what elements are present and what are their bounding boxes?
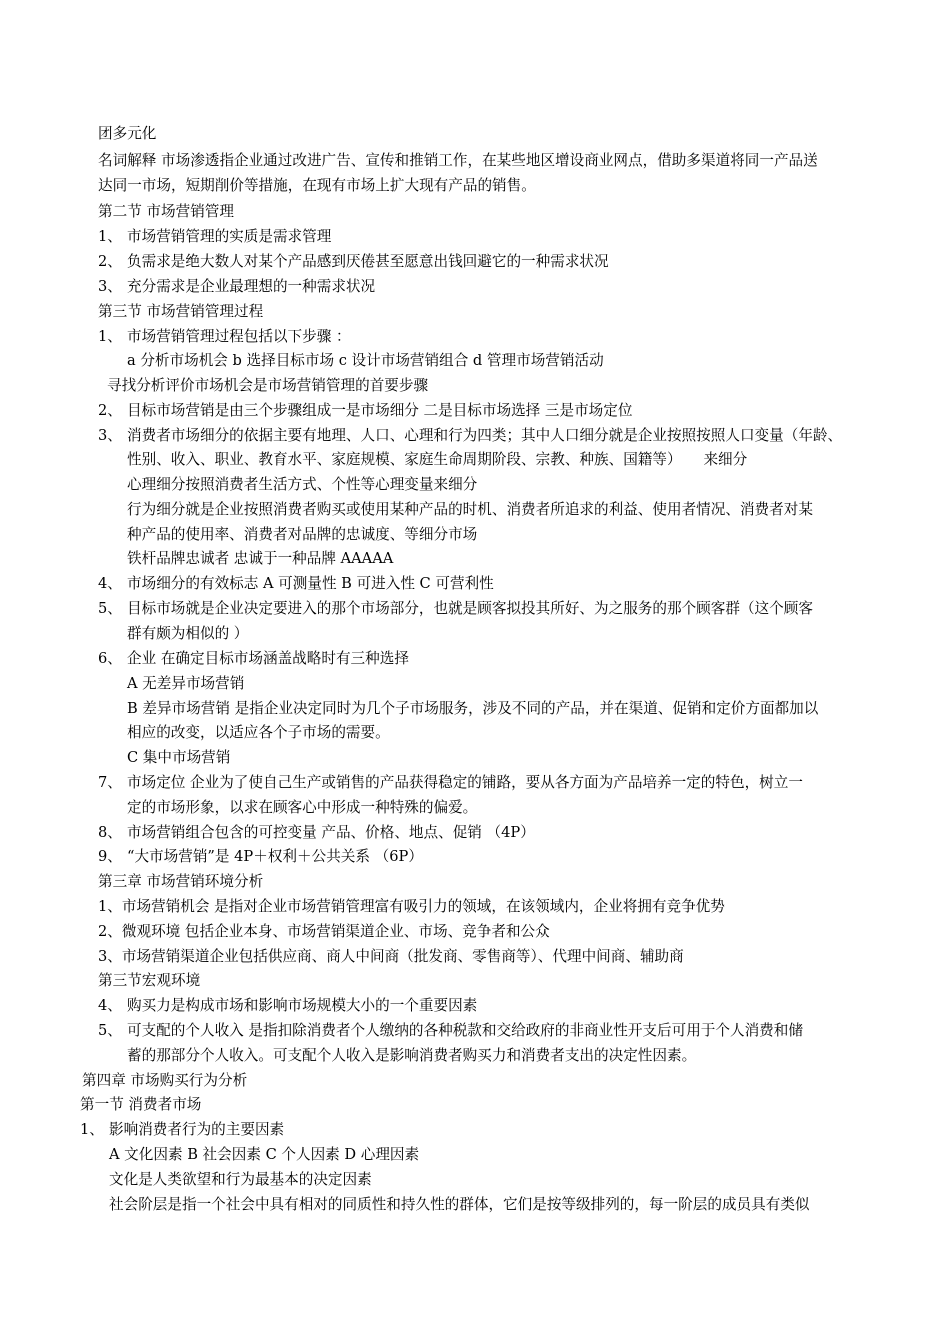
text-line: 市场营销组合包含的可控变量 产品、价格、地点、促销 （4P）	[127, 824, 535, 841]
item-number: 3、	[98, 278, 122, 295]
item-number: 4、	[98, 997, 122, 1014]
text-line: 社会阶层是指一个社会中具有相对的同质性和持久性的群体，它们是按等级排列的，每一阶层的成员具有类似	[109, 1196, 810, 1213]
section-heading: 第一节 消费者市场	[80, 1096, 202, 1113]
text-line: 心理细分按照消费者生活方式、个性等心理变量来细分	[127, 476, 478, 493]
text-line: 可支配的个人收入 是指扣除消费者个人缴纳的各种税款和交给政府的非商业性开支后可用于个人消费和储	[127, 1022, 803, 1039]
text-line: 市场营销管理过程包括以下步骤 ：	[127, 328, 351, 345]
text-line: 目标市场营销是由三个步骤组成一是市场细分 二是目标市场选择 三是市场定位	[127, 402, 633, 419]
text-line: 蓄的那部分个人收入。可支配个人收入是影响消费者购买力和消费者支出的决定性因素。	[127, 1047, 697, 1064]
text-line: 影响消费者行为的主要因素	[109, 1121, 285, 1138]
text-line: 文化是人类欲望和行为最基本的决定因素	[109, 1171, 372, 1188]
text-line: 名词解释 市场渗透指企业通过改进广告、宣传和推销工作，在某些地区增设商业网点，借助多渠道将同一产品送	[98, 152, 818, 169]
item-number: 1、	[98, 228, 122, 245]
text-line: a 分析市场机会 b 选择目标市场 c 设计市场营销组合 d 管理市场营销活动	[127, 352, 604, 369]
text-line: 市场营销管理的实质是需求管理	[127, 228, 332, 245]
item-number: 2、	[98, 402, 122, 419]
item-number: 9、	[98, 848, 122, 865]
section-heading: 第二节 市场营销管理	[98, 203, 234, 220]
section-heading: 第三节宏观环境	[98, 972, 201, 989]
text-line: 3、市场营销渠道企业包括供应商、商人中间商（批发商、零售商等）、代理中间商、辅助商	[98, 948, 684, 965]
text-line: 铁杆品牌忠诚者 忠诚于一种品牌 AAAAA	[127, 550, 394, 567]
text-line: 充分需求是企业最理想的一种需求状况	[127, 278, 376, 295]
item-number: 5、	[98, 1022, 122, 1039]
text-line: 负需求是绝大数人对某个产品感到厌倦甚至愿意出钱回避它的一种需求状况	[127, 253, 609, 270]
text-line: 市场细分的有效标志 A 可测量性 B 可进入性 C 可营利性	[127, 575, 494, 592]
text-line: 达同一市场，短期削价等措施，在现有市场上扩大现有产品的销售。	[98, 177, 536, 194]
text-line: 购买力是构成市场和影响市场规模大小的一个重要因素	[127, 997, 478, 1014]
text-line: “大市场营销”是 4P＋权利＋公共关系 （6P）	[127, 848, 423, 865]
text-line: 定的市场形象，以求在顾客心中形成一种特殊的偏爱。	[127, 799, 478, 816]
text-line: 寻找分析评价市场机会是市场营销管理的首要步骤	[107, 377, 429, 394]
text-line: C 集中市场营销	[127, 749, 231, 766]
text-line: 群有颇为相似的 ）	[127, 625, 249, 642]
text-line: 企业 在确定目标市场涵盖战略时有三种选择	[127, 650, 409, 667]
text-line: 种产品的使用率、消费者对品牌的忠诚度、等细分市场	[127, 526, 478, 543]
item-number: 3、	[98, 427, 122, 444]
chapter-heading: 第三章 市场营销环境分析	[98, 873, 264, 890]
text-line: 行为细分就是企业按照消费者购买或使用某种产品的时机、消费者所追求的利益、使用者情况、消费者对某	[127, 501, 813, 518]
text-line: 团多元化	[98, 125, 157, 142]
item-number: 1、	[98, 328, 122, 345]
text-line: 性别、收入、职业、教育水平、家庭规模、家庭生命周期阶段、宗教、种族、国籍等） 来细分	[127, 451, 748, 468]
item-number: 7、	[98, 774, 122, 791]
text-line: 市场定位 企业为了使自己生产或销售的产品获得稳定的铺路，要从各方面为产品培养一定的特色，树立一	[127, 774, 803, 791]
text-line: 相应的改变，以适应各个子市场的需要。	[127, 724, 390, 741]
text-line: 1、市场营销机会 是指对企业市场营销管理富有吸引力的领域，在该领域内，企业将拥有竞争优势	[98, 898, 725, 915]
text-line: B 差异市场营销 是指企业决定同时为几个子市场服务，涉及不同的产品，并在渠道、促销和定价方面都加以	[127, 700, 819, 717]
chapter-heading: 第四章 市场购买行为分析	[82, 1072, 248, 1089]
section-heading: 第三节 市场营销管理过程	[98, 303, 264, 320]
item-number: 4、	[98, 575, 122, 592]
item-number: 8、	[98, 824, 122, 841]
item-number: 2、	[98, 253, 122, 270]
text-line: 2、微观环境 包括企业本身、市场营销渠道企业、市场、竞争者和公众	[98, 923, 550, 940]
text-line: 目标市场就是企业决定要进入的那个市场部分，也就是顾客拟投其所好、为之服务的那个顾客群（这个顾客	[127, 600, 813, 617]
text-line: 消费者市场细分的依据主要有地理、人口、心理和行为四类；其中人口细分就是企业按照按照人口变量（年龄、	[127, 427, 843, 444]
item-number: 1、	[80, 1121, 104, 1138]
text-line: A 无差异市场营销	[127, 675, 245, 692]
item-number: 5、	[98, 600, 122, 617]
item-number: 6、	[98, 650, 122, 667]
text-line: A 文化因素 B 社会因素 C 个人因素 D 心理因素	[109, 1146, 420, 1163]
